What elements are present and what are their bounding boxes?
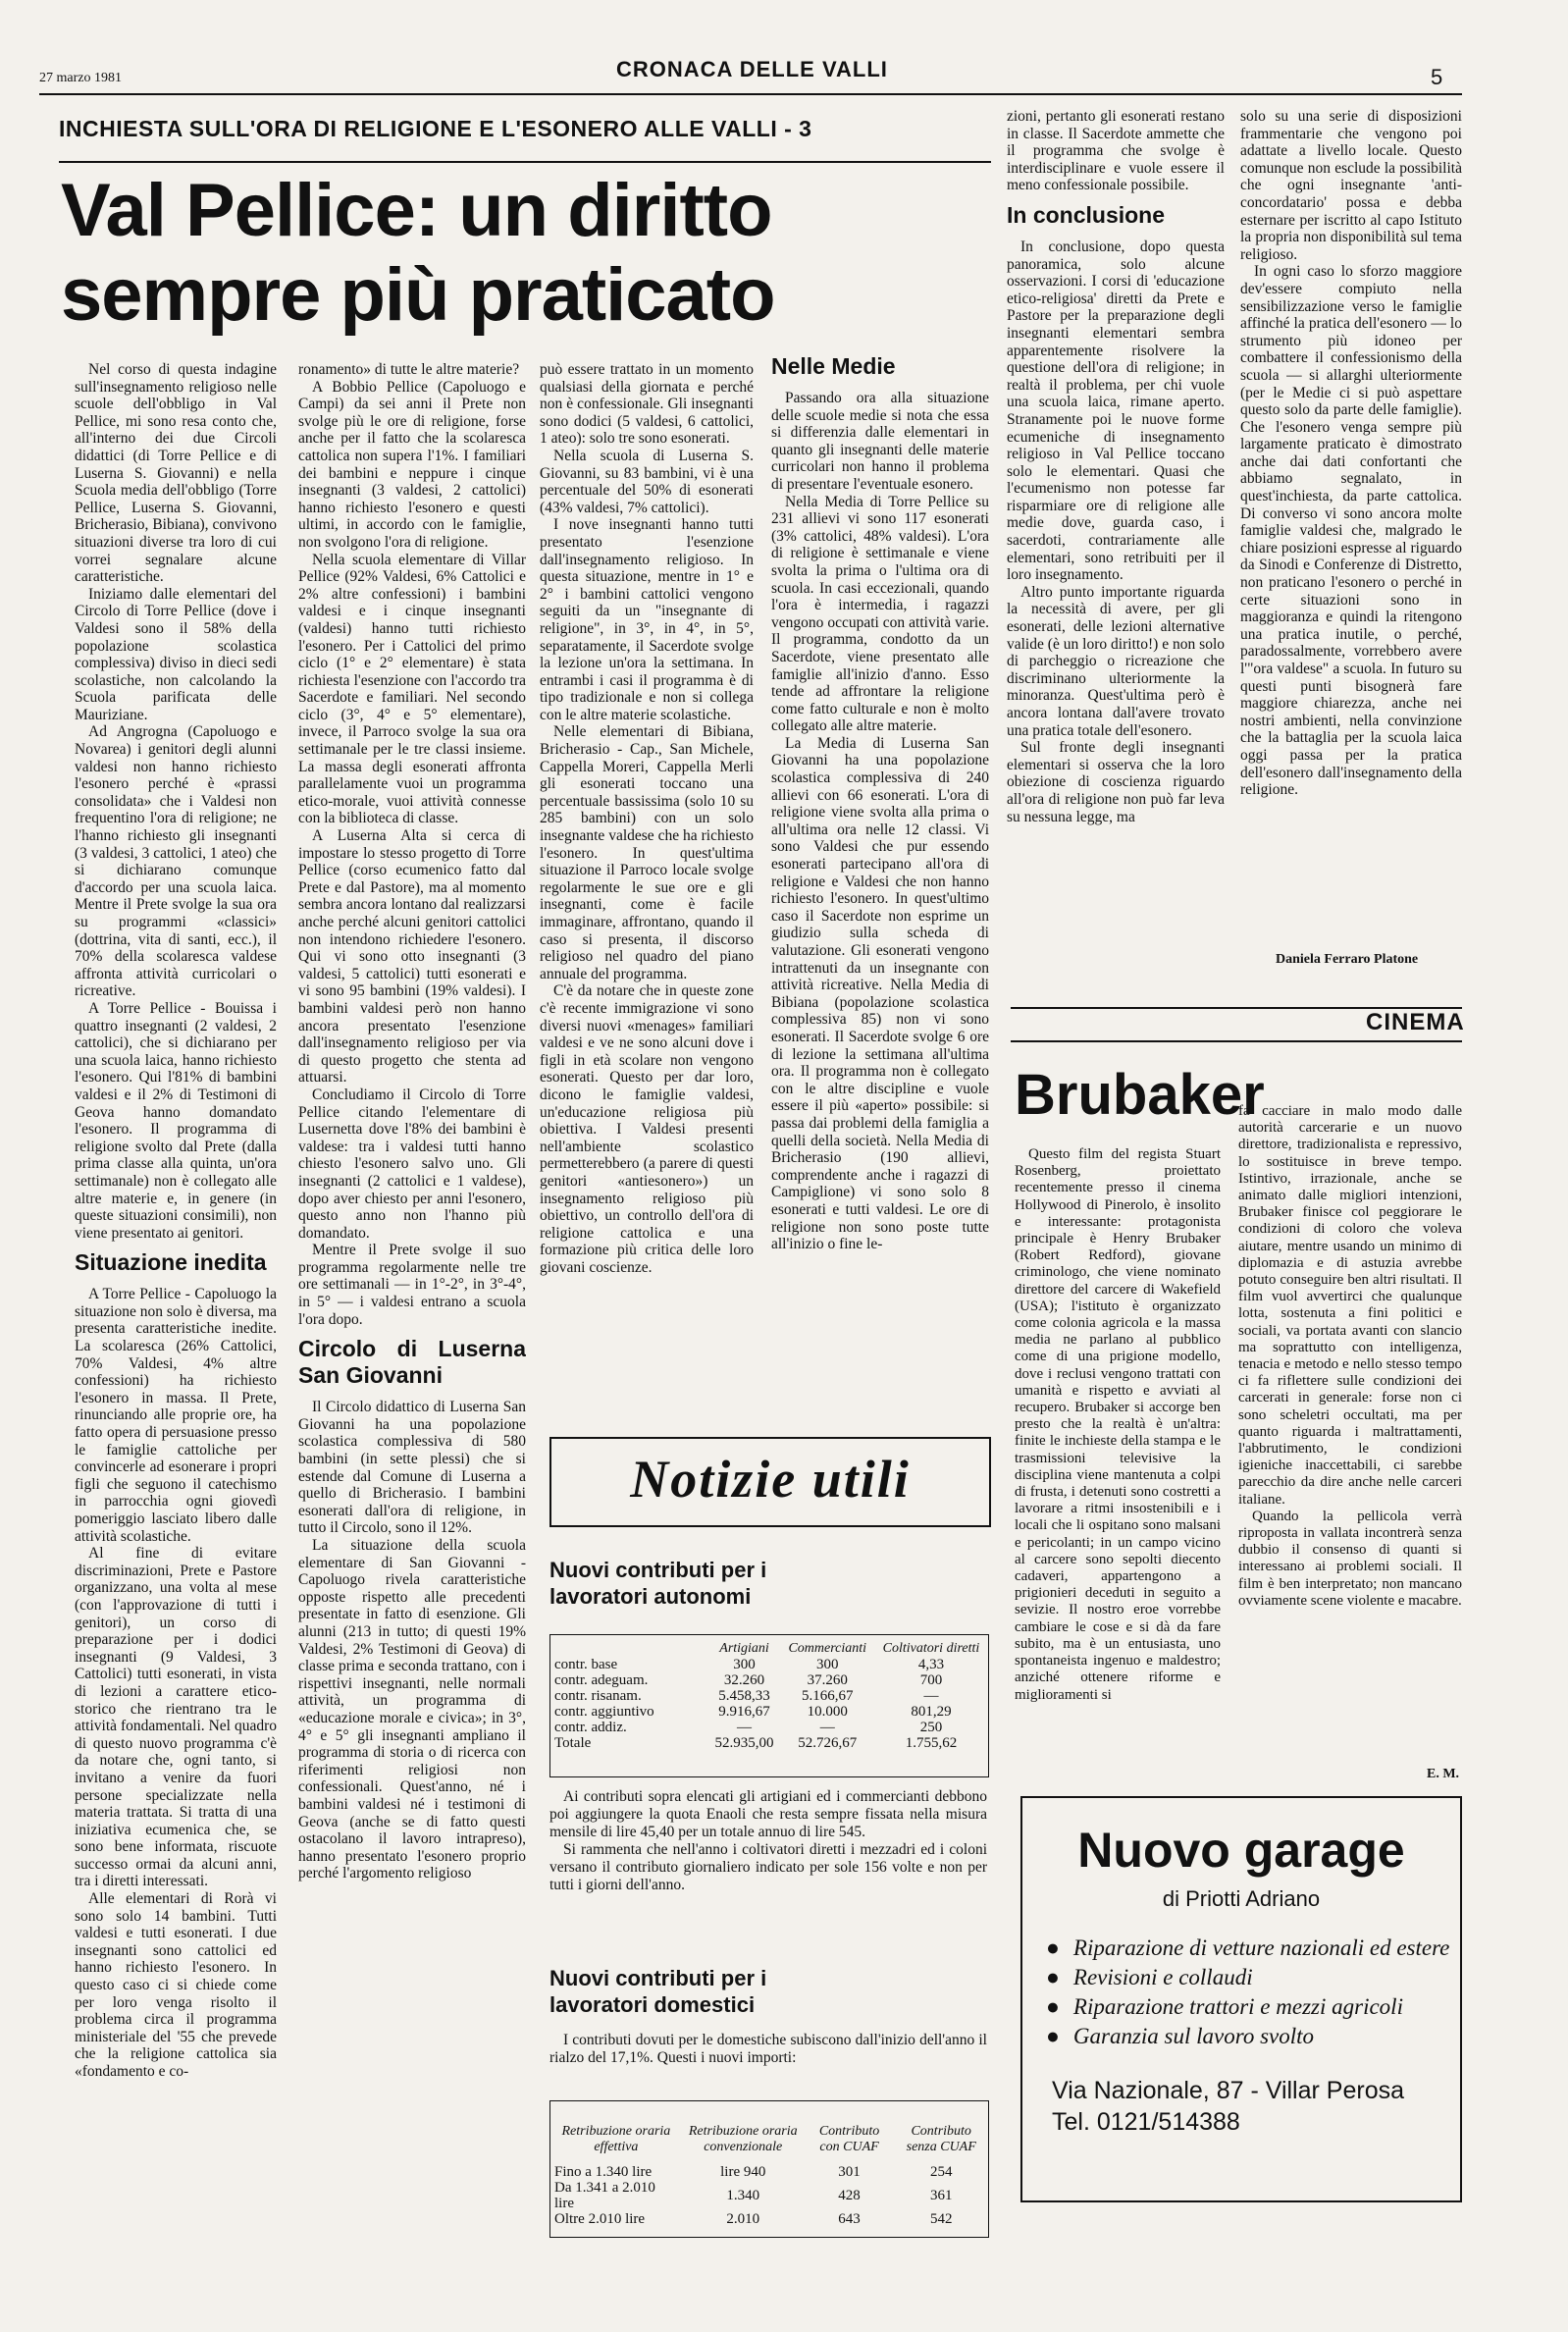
table-row	[550, 1688, 988, 1704]
data-table	[550, 2115, 988, 2227]
paragraph: A Bobbio Pellice (Capoluogo e Campi) da sei anni il Prete non svolge più le ore di religione, forse anche per il fatto che la scolaresca cattolica non supera l'1%. I familiari dei bambini e neppure i cinque insegnanti (3 valdesi, 2 cattolici) hanno richiesto l'esonero e questi ultimi, in accordo con le famiglie, non svolgono l'ora di religione.	[298, 378, 526, 551]
paragraph: Si rammenta che nell'anno i coltivatori diretti i mezzadri ed i coloni versano il contributo giornaliero indicato per sole 156 volte e non per tutti i giorni dell'anno.	[549, 1841, 987, 1893]
header-rule	[39, 93, 1462, 95]
garage-phone: Tel. 0121/514388	[1052, 2108, 1240, 2136]
table-cell: 37.260	[807, 1672, 848, 1688]
table-row	[550, 1720, 988, 1735]
table-cell: 5.166,67	[801, 1688, 854, 1704]
table-header: Retribuzione oraria convenzionale	[688, 2124, 798, 2154]
film-title: Brubaker	[1015, 1063, 1265, 1127]
article-column-2	[298, 361, 526, 2295]
table-cell: 700	[919, 1672, 943, 1688]
paragraph: Al fine di evitare discriminazioni, Prete e Pastore organizzano, una volta al mese (con l'approvazione di tutti i genitori), un corso di preparazione per i dodici insegnanti (9 Valdesi, 3 Cattolici) tutti esonerati, in vista di lezioni a carattere etico-storico che rientrano tra le attività fondamentali. Nel quadro di questo nuovo programma c'è da notare che, ogni tanto, si invitano a venire da fuori persone specializzate nella materia trattata. Si tratta di una iniziativa ecumenica che, se sono bene informata, riscuote successo ormai da alcuni anni, tra i diretti interessati.	[75, 1545, 277, 1890]
paragraph: Concludiamo il Circolo di Torre Pellice citando l'elementare di Lusernetta dove l'8% dei bambini è valdese: tra i valdesi tutti hanno chiesto l'esonero salvo uno. Gli insegnanti (2 cattolici e 1 valdese), dopo aver chiesto per anni l'esonero, questo anno non l'hanno più domandato.	[298, 1086, 526, 1242]
table-cell: 32.260	[723, 1672, 765, 1688]
table-row	[550, 2180, 988, 2211]
table-cell: Fino a 1.340 lire	[554, 2164, 653, 2180]
data-table	[550, 1641, 988, 1751]
subheading: Nelle Medie	[771, 353, 896, 379]
contributi-autonomi-table	[549, 1634, 989, 1777]
table-cell: 250	[919, 1720, 943, 1735]
article-headline-line1: Val Pellice: un diritto	[61, 169, 772, 252]
table-cell: 1.755,62	[905, 1735, 958, 1751]
table-cell: 9.916,67	[718, 1704, 770, 1720]
notizie-section1-text	[549, 1788, 987, 1947]
table-header: Artigiani	[719, 1641, 769, 1656]
notizie-section2-title: Nuovi contributi per i lavoratori domestici	[549, 1966, 767, 2017]
cinema-signature: E. M.	[1427, 1767, 1460, 1781]
list-item: ● Revisioni e collaudi	[1046, 1963, 1460, 1992]
notizie-utili-box	[549, 1437, 991, 1527]
subheading: In conclusione	[1007, 201, 1166, 228]
table-header-row	[550, 2115, 988, 2164]
paragraph: Alle elementari di Rorà vi sono solo 14 bambini. Tutti valdesi e tutti esonerati. I due insegnanti sono cattolici ed hanno richiesto l'esonero. In questo caso ci si chiede come per loro venga risolto il problema circa il programma ministeriale del '55 che prevede che la religione cattolica sia «fondamento e co-	[75, 1890, 277, 2080]
paragraph: Altro punto importante riguarda la necessità di avere, per gli esonerati, delle lezioni alternative valide (è un loro diritto!) e non solo di parcheggio o ricreazione che discriminano ulteriormente la minoranza. Quest'ultima però è ancora lontana dall'avere trovato una pratica totale dell'esonero.	[1007, 583, 1225, 739]
paragraph: In ogni caso lo sforzo maggiore dev'essere compiuto nella sensibilizzazione verso le famiglie affinché la pratica dell'esonero — lo strumento più idoneo per combattere il confessionismo della scuola — si allarghi ulteriormente (per le Medie ci si può aspettare questo solo da parte delle famiglie). Che l'esonero venga sempre più largamente praticato è dimostrato anche dai dati confortanti che abbiamo segnalato, in quest'inchiesta, da parte cattolica. Di converso vi sono ancora molte famiglie valdesi che, malgrado le chiare posizioni espresse al riguardo da Sinodi e Conferenze di Distretto, non praticano l'esonero o perché in certe situazioni sono in maggioranza e quindi la ritengono una pratica inutile, o perché, paradossalmente, vorrebbero avere l'"ora valdese" a scuola. In futuro su questi punti bisognerà fare maggiore chiarezza, anche nei nostri ambienti, nella convinzione che la battaglia per la scuola laica oggi passa per la pratica dell'esonero dall'insegnamento della religione.	[1240, 263, 1462, 799]
paragraph: Nella Media di Torre Pellice su 231 allievi vi sono 117 esonerati (3% cattolici, 48% valdesi). L'ora di religione è settimanale e viene svolta la prima o l'ultima ora di scuola. In casi eccezionali, quando l'ora è intermedia, i ragazzi vengono occupati con attività varie. Il programma, condotto da un Sacerdote, viene presentato alle famiglie all'inizio d'anno. Esso tende ad affrontare la religione come fatto culturale e non è molto collegato alle altre materie.	[771, 493, 989, 735]
paragraph: fa cacciare in malo modo dalle autorità carcerarie e un nuovo direttore, tradizionalista e repressivo, lo sostituisce in breve tempo. Istintivo, irrazionale, anche se animato dalle migliori intenzioni, Brubaker finisce col peggiorare le condizioni di coloro che voleva aiutare, mentre usando un minimo di diplomazia e di astuzia avrebbe potuto conseguire ben altri risultati. Il film vuol avvertirci che qualunque lotta, sostenuta a fini politici e sociali, va portata avanti con slancio ma soprattutto con intelligenza, tenacia e metodo e nello stesso tempo ci fa riflettere sulle condizioni dei carcerati in generale: forse non ci sono scheletri occultati, ma per quanto riguarda i maltrattamenti, l'abbrutimento, le condizioni igieniche inaccettabili, ci sarebbe parecchio da dire anche nelle carceri italiane.	[1238, 1103, 1462, 1508]
paragraph: Nel corso di questa indagine sull'insegnamento religioso nelle scuole dell'obbligo in Val Pellice, mi sono resa conto che, all'interno dei due Circoli didattici (di Torre Pellice e di Luserna S. Giovanni) e nella Scuola media dell'obbligo (Torre Pellice, Luserna S. Giovanni, Bricherasio, Bibiana), convivono situazioni diverse tra loro di cui vorrei segnalare alcune caratteristiche.	[75, 361, 277, 586]
table-cell: 52.726,67	[798, 1735, 858, 1751]
cinema-section-label: CINEMA	[1366, 1009, 1465, 1035]
table-cell: —	[819, 1720, 835, 1735]
list-item: ● Riparazione trattori e mezzi agricoli	[1046, 1992, 1460, 2022]
paragraph: ronamento» di tutte le altre materie?	[298, 361, 520, 378]
table-row	[550, 1657, 988, 1672]
paragraph: Mentre il Prete svolge il suo programma regolarmente nelle tre ore settimanali — in 1°-2°, in 3°-4°, in 5° — i valdesi entrano a scuola l'ora dopo.	[298, 1242, 526, 1328]
subheading: Circolo di Luserna San Giovanni	[298, 1336, 526, 1389]
table-cell: contr. risanam.	[554, 1688, 642, 1704]
table-cell: 300	[815, 1657, 839, 1672]
kicker-rule	[59, 161, 991, 163]
paragraph: A Torre Pellice - Capoluogo la situazione non solo è diversa, ma presenta caratteristiche inedite. La scolaresca (26% Cattolici, 70% Valdesi, 4% altre confessioni) ha richiesto l'esonero in massa. Il Prete, rinunciando alle proprie ore, ha fatto opera di persuasione presso le famiglie cattoliche per convincerle ad esonerare i propri figli che seguono il catechismo in parrocchia ogni giovedì pomeriggio lasciato libero dalle attività scolastiche.	[75, 1286, 277, 1545]
paragraph: Il Circolo didattico di Luserna San Giovanni ha una popolazione scolastica complessiva di 580 bambini (in sette plessi) che si estende dal Comune di Luserna a quello di Bricherasio. I bambini esonerati dall'ora di religione, in tutto il Circolo, sono il 12%.	[298, 1399, 526, 1537]
paragraph: Passando ora alla situazione delle scuole medie si nota che essa si differenzia dalle elementari in quanto gli insegnanti delle materie curricolari non hanno il problema di presentare l'eventuale esonero.	[771, 390, 989, 493]
table-header: Retribuzione oraria effettiva	[561, 2124, 671, 2154]
table-cell: contr. addiz.	[554, 1720, 627, 1735]
article-column-1	[75, 361, 277, 2295]
table-cell: lire 940	[720, 2164, 766, 2180]
paragraph: solo su una serie di disposizioni frammentarie che vengono poi adattate a livello locale. Questo comunque non esclude la possibilità che ogni insegnante 'anti-concordatario' possa e debba esternare per iscritto al capo Istituto la propria non disponibilità sul tema religioso.	[1240, 108, 1462, 263]
table-row	[550, 1672, 988, 1688]
paragraph: C'è da notare che in queste zone c'è recente immigrazione vi sono diversi nuovi «menages» familiari valdesi e ve ne sono alcuni dove i figli in età scolare non vengono esonerati. Questo per dar loro, dicono le famiglie valdesi, un'educazione religiosa più obiettiva. I Valdesi presenti nell'ambiente scolastico permetterebbero (a parere di questi genitori «antiesonero») un insegnamento religioso più obiettivo, un controllo dell'ora di religione cattolica e una formazione più critica delle loro giovani coscienze.	[540, 982, 754, 1276]
table-cell: 301	[838, 2164, 861, 2180]
garage-title: Nuovo garage	[1077, 1823, 1405, 1878]
list-item: ● Garanzia sul lavoro svolto	[1046, 2022, 1460, 2051]
paragraph: Questo film del regista Stuart Rosenberg, proiettato recentemente presso il cinema Hollywood di Pinerolo, è insolito e interessante: protagonista principale è Henry Brubaker (Robert Redford), giovane criminologo, che viene nominato direttore del carcere di Wakefield (USA); l'istituto è organizzato come colonia agricola e la massa media ne parlano al pubblico come di una prigione modello, dove i reclusi vengono trattati con umanità e rispetto e avviati al recupero. Brubaker si accorge ben presto che la realtà è un'altra: finite le inchieste della stampa e le trasmissioni televisive la disciplina viene mantenuta a colpi di frusta, i detenuti sono costretti a lavorare a ritmi insostenibili e i locali che li ospitano sono malsani e pericolanti; in un campo vicino al carcere sono sepolti diecento cadaveri, appartengono a prigionieri deceduti in seguito a sevizie. Il nostro eroe vorrebbe cambiare le cose e si dà da fare subito, ma è un entusiasta, uno spontaneista ingenuo e maldestro; anziché ottenere riforme e miglioramenti si	[1015, 1146, 1221, 1703]
table-cell: 643	[838, 2211, 861, 2227]
paragraph: La Media di Luserna San Giovanni ha una popolazione scolastica complessiva di 240 allievi con 66 esonerati. L'ora di religione viene svolta alla prima o all'ultima ora nelle 12 classi. Vi sono Valdesi che pur essendo esonerati partecipano all'ora di religione e Valdesi che non hanno richiesto l'esonero. In quest'ultimo caso il Sacerdote non esprime un giudizio sulla scheda di valutazione. Gli esonerati vengono intrattenuti da un insegnante con attività ricreative. Nella Media di Bibiana (popolazione scolastica complessiva 85) non vi sono esonerati. Il Sacerdote svolge 6 ore di lezione la settimana all'ultima ora. Il programma non è collegato con le altre discipline e vuole essere il più «aperto» possibile: si passa dai problemi della famiglia a quelli della società. Nella Media di Bricherasio (190 allievi, comprendente anche i ragazzi di Campiglione) vi sono solo 8 esonerati e tutti valdesi. Le ore di religione non sono poste tutte all'inizio o fine le-	[771, 734, 989, 1253]
newspaper-section-title: CRONACA DELLE VALLI	[616, 57, 888, 81]
article-kicker: INCHIESTA SULL'ORA DI RELIGIONE E L'ESONERO ALLE VALLI - 3	[59, 116, 812, 141]
paragraph: I contributi dovuti per le domestiche subiscono dall'inizio dell'anno il rialzo del 17,1%. Questi i nuovi importi:	[549, 2032, 987, 2066]
paragraph: In conclusione, dopo questa panoramica, solo alcune osservazioni. I corsi di 'educazione etico-religiosa' diretti da Prete e Pastore per la preparazione degli insegnanti elementari sembra apparentemente risolvere la questione dell'ora di religione; in realtà il problema, per chi vuole una scuola laica, rimane aperto. Stranamente poi le nuove forme ecumeniche di insegnamento religioso in Val Pellice toccano solo le elementari. Quasi che l'ecumenismo non potesse far risparmiare ore di religione alle medie dove, guarda caso, i sacerdoti, contrariamente alle elementari, sono retribuiti per il loro insegnamento.	[1007, 238, 1225, 584]
table-cell: 361	[929, 2188, 953, 2203]
page-number: 5	[1431, 65, 1443, 89]
paragraph: A Luserna Alta si cerca di impostare lo stesso progetto di Torre Pellice (corso ecumenico fatto dal Prete e dal Pastore), ma al momento sembra ancora lontano dal realizzarsi anche perché alcuni genitori cattolici non intendono richiedere l'esonero. Qui vi sono otto insegnanti (3 valdesi, 5 cattolici) tutti esonerati e vi sono 95 bambini (19% valdesi). I bambini valdesi però non hanno ancora presentato l'esenzione dall'insegnamento religioso per via di questo progetto che stenta ad attuarsi.	[298, 827, 526, 1086]
table-cell: 428	[838, 2188, 861, 2203]
table-header: Coltivatori diretti	[882, 1641, 980, 1656]
table-cell: Da 1.341 a 2.010 lire	[554, 2180, 655, 2211]
garage-owner: di Priotti Adriano	[1162, 1886, 1321, 1911]
table-cell: 542	[929, 2211, 953, 2227]
table-cell: 801,29	[911, 1704, 952, 1720]
table-cell: contr. adeguam.	[554, 1672, 649, 1688]
notizie-section2-text	[549, 2032, 987, 2091]
paragraph: Sul fronte degli insegnanti elementari si osserva che la loro obiezione di coscienza riguardo all'ora di religione non può far leva su nessuna legge, ma	[1007, 739, 1225, 825]
article-column-6	[1240, 108, 1462, 952]
paragraph: A Torre Pellice - Bouissa i quattro insegnanti (2 valdesi, 2 cattolici), che si dichiarano per una scuola laica, hanno richiesto l'esonero. Qui l'81% di bambini valdesi e il 2% di Testimoni di Geova hanno domandato l'esonero. Il programma di religione svolto dal Prete (dalla prima classe alla quinta, un'ora settimanale) non è collegato alle altre materie e, in genere (in queste situazioni consimili), non viene presentato ai genitori.	[75, 999, 277, 1242]
paragraph: Nella scuola elementare di Villar Pellice (92% Valdesi, 6% Cattolici e 2% altre confessioni) i bambini valdesi e i cinque insegnanti (valdesi) hanno tutti richiesto l'esonero. Per i Cattolici del primo ciclo (1° e 2° elementare) è stata richiesta l'esenzione con l'accordo tra Sacerdote e familiari. Nel secondo ciclo (3°, 4° e 5° elementare), invece, il Parroco svolge la sua ora settimanale per le tre classi insieme. La massa degli esonerati affronta parallelamente vuoi un programma etico-morale, vuoi attività connesse con la biblioteca di classe.	[298, 551, 526, 827]
contributi-domestici-table	[549, 2100, 989, 2238]
paragraph: Nelle elementari di Bibiana, Bricherasio - Cap., San Michele, Cappella Moreri, Cappella Merli gli esonerati toccano una percentuale bassissima (solo 10 su 285 bambini) con un solo insegnante valdese che ha richiesto l'esonero. In quest'ultima situazione il Parroco locale svolge regolarmente le sue ore e gli insegnanti, come è facile immaginare, affrontano, quando il caso si presenta, il discorso religioso nel quadro del piano annuale del programma.	[540, 723, 754, 982]
paragraph: Iniziamo dalle elementari del Circolo di Torre Pellice (dove i Valdesi sono il 58% della popolazione scolastica complessiva) diviso in dieci sedi scolastiche, non calcolando la Scuola parificata delle Mauriziane.	[75, 585, 277, 723]
paragraph: Ai contributi sopra elencati gli artigiani ed i commercianti debbono poi aggiungere la quota Enaoli che resta sempre fissata nella misura mensile di lire 45,40 per un totale annuo di lire 545.	[549, 1788, 987, 1840]
table-cell: 254	[929, 2164, 953, 2180]
paragraph: può essere trattato in un momento qualsiasi della giornata e perché non è confessionale. Gli insegnanti sono dodici (5 valdesi, 6 cattolici, 1 ateo): solo tre sono esonerati.	[540, 361, 754, 448]
table-cell: 4,33	[917, 1657, 945, 1672]
cinema-column-a	[1015, 1146, 1221, 1767]
article-headline-line2: sempre più praticato	[61, 253, 775, 337]
paragraph: Ad Angrogna (Capoluogo e Novarea) i genitori degli alunni valdesi non hanno richiesto l'esonero perché è «prassi consolidata» che i Valdesi non frequentino l'ora di religione; ne l'hanno richiesto gli insegnanti (3 valdesi, 3 cattolici, 1 ateo) che si dichiarano comunque d'accordo per una scuola laica. Mentre il Prete svolge la sua ora su programmi «classici» (dottrina, vita di santi, ecc.), il 70% della scolaresca valdese affronta attività curricolari o ricreative.	[75, 723, 277, 1000]
table-cell: 2.010	[726, 2211, 760, 2227]
issue-date: 27 marzo 1981	[39, 71, 122, 85]
table-cell: —	[923, 1688, 939, 1704]
garage-services-list	[1046, 1934, 1460, 2051]
paragraph: La situazione della scuola elementare di San Giovanni - Capoluogo rivela caratteristiche opposte rispetto alle precedenti presentate in fatto di esenzione. Gli alunni (213 in tutto; di questi 19% Valdesi, 2% Testimoni di Geova) di classe prima e seconda trattano, con i rispettivi insegnanti, nelle normali attività, un programma di «educazione morale e civica»; in 3°, 4° e 5° gli insegnanti ampliano il programma di storia o di ricerca con riferimenti religiosi non confessionali. Quest'anno, né i bambini valdesi né i testimoni di Geova (anche se di fatto questi ostacolano il lavoro intrapreso), hanno presentato l'esonero proprio perché l'argomento religioso	[298, 1537, 526, 1882]
table-cell: 10.000	[807, 1704, 848, 1720]
cinema-rule-bottom	[1011, 1040, 1462, 1042]
article-signature: Daniela Ferraro Platone	[1276, 952, 1419, 967]
paragraph: Nella scuola di Luserna S. Giovanni, su 83 bambini, vi è una percentuale del 50% di esonerati (43% valdesi, 7% cattolici).	[540, 447, 754, 516]
paragraph: I nove insegnanti hanno tutti presentato l'esenzione dall'insegnamento religioso. In questa situazione, mentre in 1° e 2° i bambini cattolici vengono seguiti da un "insegnante di religione", in 3°, in 4°, in 5°, separatamente, il Sacerdote svolge la lezione un'ora la settimana. In entrambi i casi il programma è di tipo tradizionale e non si collega con le altre materie scolastiche.	[540, 516, 754, 723]
table-row	[550, 1735, 988, 1751]
table-row	[550, 2164, 988, 2180]
article-column-5	[1007, 108, 1225, 977]
table-cell: Totale	[554, 1735, 592, 1751]
table-header: Contributo senza CUAF	[906, 2124, 976, 2154]
notizie-section1-title: Nuovi contributi per i lavoratori autonomi	[549, 1558, 767, 1609]
table-header: Commercianti	[788, 1641, 867, 1656]
table-cell: contr. aggiuntivo	[554, 1704, 654, 1720]
table-header: Contributo con CUAF	[818, 2124, 880, 2154]
table-cell: 52.935,00	[714, 1735, 774, 1751]
table-row	[550, 2211, 988, 2227]
table-cell: 1.340	[726, 2188, 760, 2203]
garage-address: Via Nazionale, 87 - Villar Perosa	[1052, 2077, 1404, 2104]
table-cell: 300	[733, 1657, 756, 1672]
table-cell: 5.458,33	[718, 1688, 770, 1704]
cinema-column-b	[1238, 1103, 1462, 1767]
table-header	[550, 1641, 708, 1657]
garage-advertisement	[1020, 1796, 1462, 2202]
paragraph: Quando la pellicola verrà riproposta in vallata incontrerà senza dubbio il consenso di quanti si interessano ai problemi sociali. Il film è ben interpretato; non mancano ovviamente scene violente e macabre.	[1238, 1508, 1462, 1609]
table-row	[550, 1704, 988, 1720]
table-cell: contr. base	[554, 1657, 618, 1672]
paragraph: zioni, pertanto gli esonerati restano in classe. Il Sacerdote ammette che il programma che svolge è interdisciplinare e vuole essere il meno confessionale possibile.	[1007, 108, 1225, 194]
notizie-utili-title: Notizie utili	[630, 1450, 911, 1509]
subheading: Situazione inedita	[75, 1249, 267, 1276]
table-header-row	[550, 1641, 988, 1657]
list-item: ● Riparazione di vetture nazionali ed estere	[1046, 1934, 1460, 1963]
table-cell: Oltre 2.010 lire	[554, 2211, 646, 2227]
table-cell: —	[737, 1720, 753, 1735]
